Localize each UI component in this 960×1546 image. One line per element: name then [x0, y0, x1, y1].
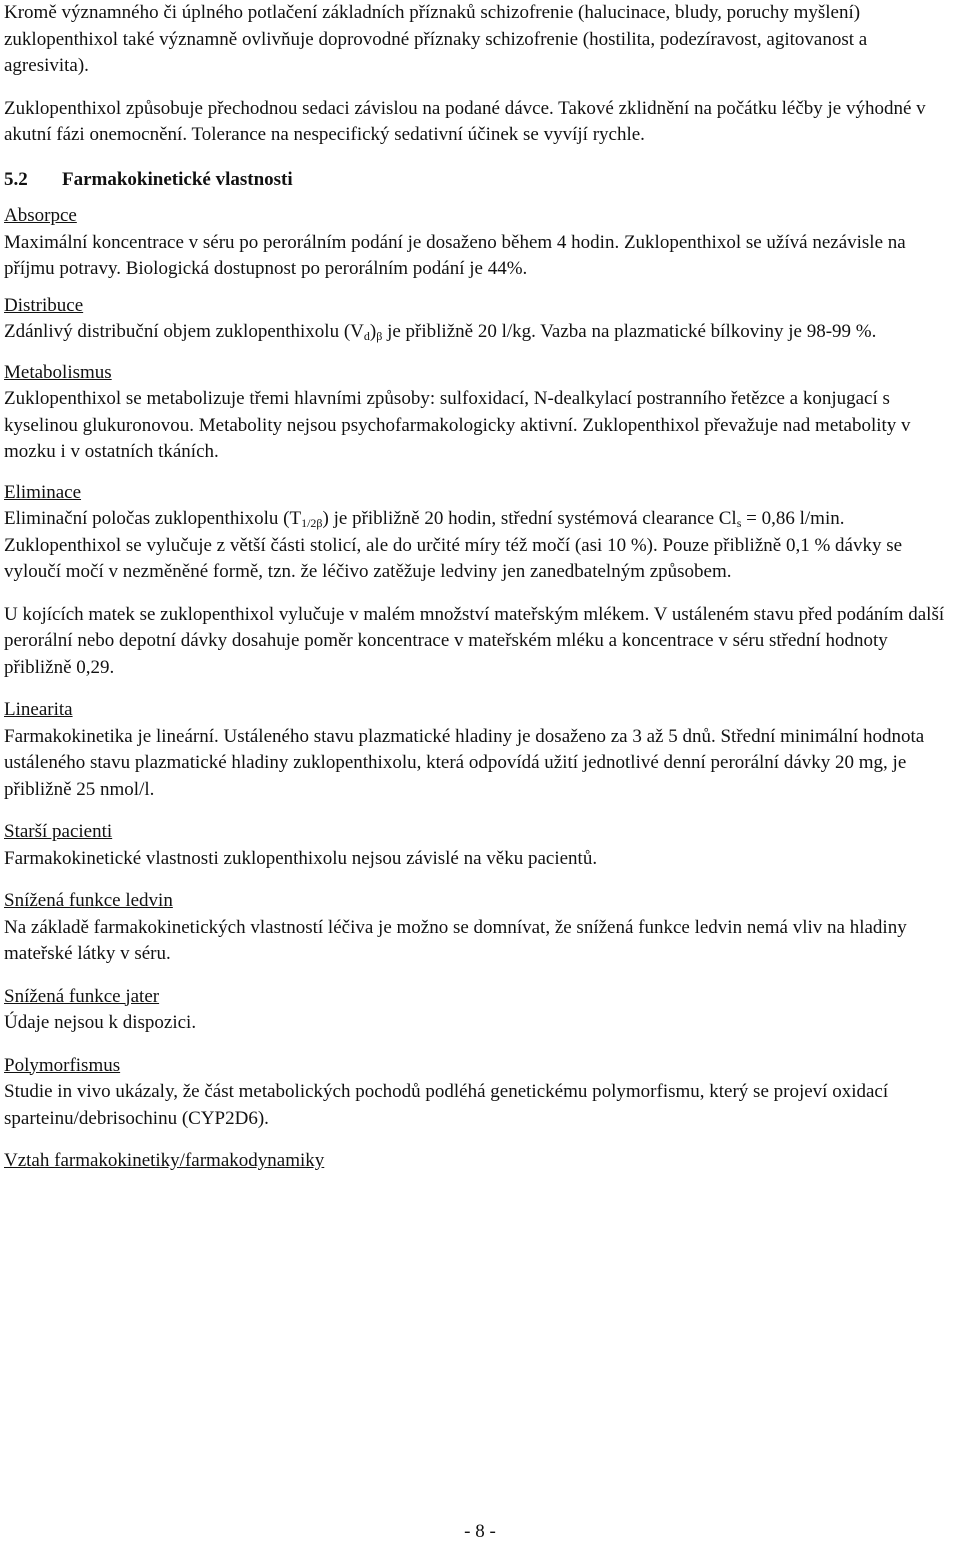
ledviny-heading: Snížená funkce ledvin — [4, 890, 173, 911]
eliminace-section — [4, 480, 950, 682]
metabolismus-text: Zuklopenthixol se metabolizuje třemi hlavními způsoby: sulfoxidací, N-dealkylací postranního řetězce a konjugací s kyselinou glukuronovou. Metabolity nejsou psychofarmakologicky aktivní. Zuklopenthixol převažuje nad metabolity v mozku i v ostatních tkáních. — [4, 388, 911, 462]
vztah-section — [4, 1148, 950, 1175]
metabolismus-heading: Metabolismus — [4, 361, 112, 383]
starsi-section — [4, 819, 950, 872]
jatra-text: Údaje nejsou k dispozici. — [4, 1012, 197, 1033]
eliminace-sub-half: 1/2β — [301, 516, 323, 530]
polymorfismus-text: Studie in vivo ukázaly, že část metabolických pochodů podléhá genetickému polymorfismu, který se projeví oxidací sparteinu/debrisochinu (CYP2D6). — [4, 1081, 889, 1129]
distribuce-heading: Distribuce — [4, 294, 84, 316]
eliminace-text-c: = 0,86 l/min. — [741, 508, 845, 529]
distribuce-text-b: ) — [369, 321, 377, 342]
distribuce-sub-beta: β — [376, 329, 383, 343]
document-page — [4, 0, 950, 1175]
eliminace-text — [4, 506, 950, 533]
eliminace-text-b: ) je přibližně 20 hodin, střední systémová clearance Cl — [322, 508, 737, 529]
ledviny-text: Na základě farmakokinetických vlastností léčiva je možno se domnívat, že snížená funkce ledvin nemá vliv na hladiny mateřské látky v séru. — [4, 916, 907, 964]
distribuce-section — [4, 293, 950, 346]
distribuce-text-c: je přibližně 20 l/kg. Vazba na plazmatické bílkoviny je 98-99 %. — [382, 321, 877, 342]
linearita-text: Farmakokinetika je lineární. Ustáleného stavu plazmatické hladiny je dosaženo za 3 až 5 dnů. Střední minimální hodnota ustáleného stavu plazmatické hladiny zuklopenthixolu, která odpovídá užití jednotlivé denní perorální dávky 20 mg, je přibližně 25 nmol/l. — [4, 725, 925, 800]
eliminace-sub-s: s — [736, 516, 742, 530]
distribuce-sub-d: d — [363, 329, 370, 343]
ledviny-section — [4, 888, 950, 968]
polymorfismus-heading: Polymorfismus — [4, 1054, 121, 1076]
section-number: 5.2 — [4, 168, 28, 190]
linearita-heading: Linearita — [4, 699, 73, 720]
starsi-heading: Starší pacienti — [4, 821, 113, 842]
eliminace-text-3: U kojících matek se zuklopenthixol vylučuje v malém množství mateřským mlékem. V ustáleném stavu před podáním další perorální nebo depotní dávky dosahuje poměr koncentrace v mateřském mléku a koncentrace v séru střední hodnoty přibližně 0,29. — [4, 603, 945, 678]
distribuce-text — [4, 319, 950, 346]
jatra-heading: Snížená funkce jater — [4, 985, 160, 1007]
metabolismus-section — [4, 360, 950, 466]
linearita-section — [4, 697, 950, 803]
absorpce-heading: Absorpce — [4, 205, 77, 226]
section-heading — [4, 167, 950, 194]
page-number: - 8 - — [464, 1521, 496, 1542]
intro-paragraph-1: Kromě významného či úplného potlačení základních příznaků schizofrenie (halucinace, bludy, poruchy myšlení) zuklopenthixol také významně ovlivňuje doprovodné příznaky schizofrenie (hostilita, podezíravost, agitovanost a agresivita). — [4, 2, 868, 76]
absorpce-section — [4, 203, 950, 283]
intro-paragraph-2: Zuklopenthixol způsobuje přechodnou sedaci závislou na podané dávce. Takové zklidnění na počátku léčby je výhodné v akutní fázi onemocnění. Tolerance na nespecifický sedativní účinek se vyvíjí rychle. — [4, 97, 926, 145]
starsi-text: Farmakokinetické vlastnosti zuklopenthixolu nejsou závislé na věku pacientů. — [4, 847, 598, 869]
eliminace-text-a: Eliminační poločas zuklopenthixolu (T — [4, 508, 302, 529]
polymorfismus-section — [4, 1053, 950, 1133]
distribuce-text-a: Zdánlivý distribuční objem zuklopenthixolu (V — [4, 321, 364, 342]
jatra-section — [4, 984, 950, 1037]
vztah-heading: Vztah farmakokinetiky/farmakodynamiky — [4, 1150, 325, 1171]
absorpce-text: Maximální koncentrace v séru po perorálním podání je dosaženo během 4 hodin. Zuklopenthixol se užívá nezávisle na příjmu potravy. Biologická dostupnost po perorálním podání je 44%. — [4, 231, 906, 279]
section-title: Farmakokinetické vlastnosti — [62, 168, 293, 190]
eliminace-heading: Eliminace — [4, 481, 82, 503]
eliminace-text-2: Zuklopenthixol se vylučuje z větší části stolicí, ale do určité míry též močí (asi 10 %). Pouze přibližně 0,1 % dávky se vyloučí močí v nezměněné formě, tzn. že léčivo zatěžuje ledviny jen zanedbatelným způsobem. — [4, 534, 903, 582]
